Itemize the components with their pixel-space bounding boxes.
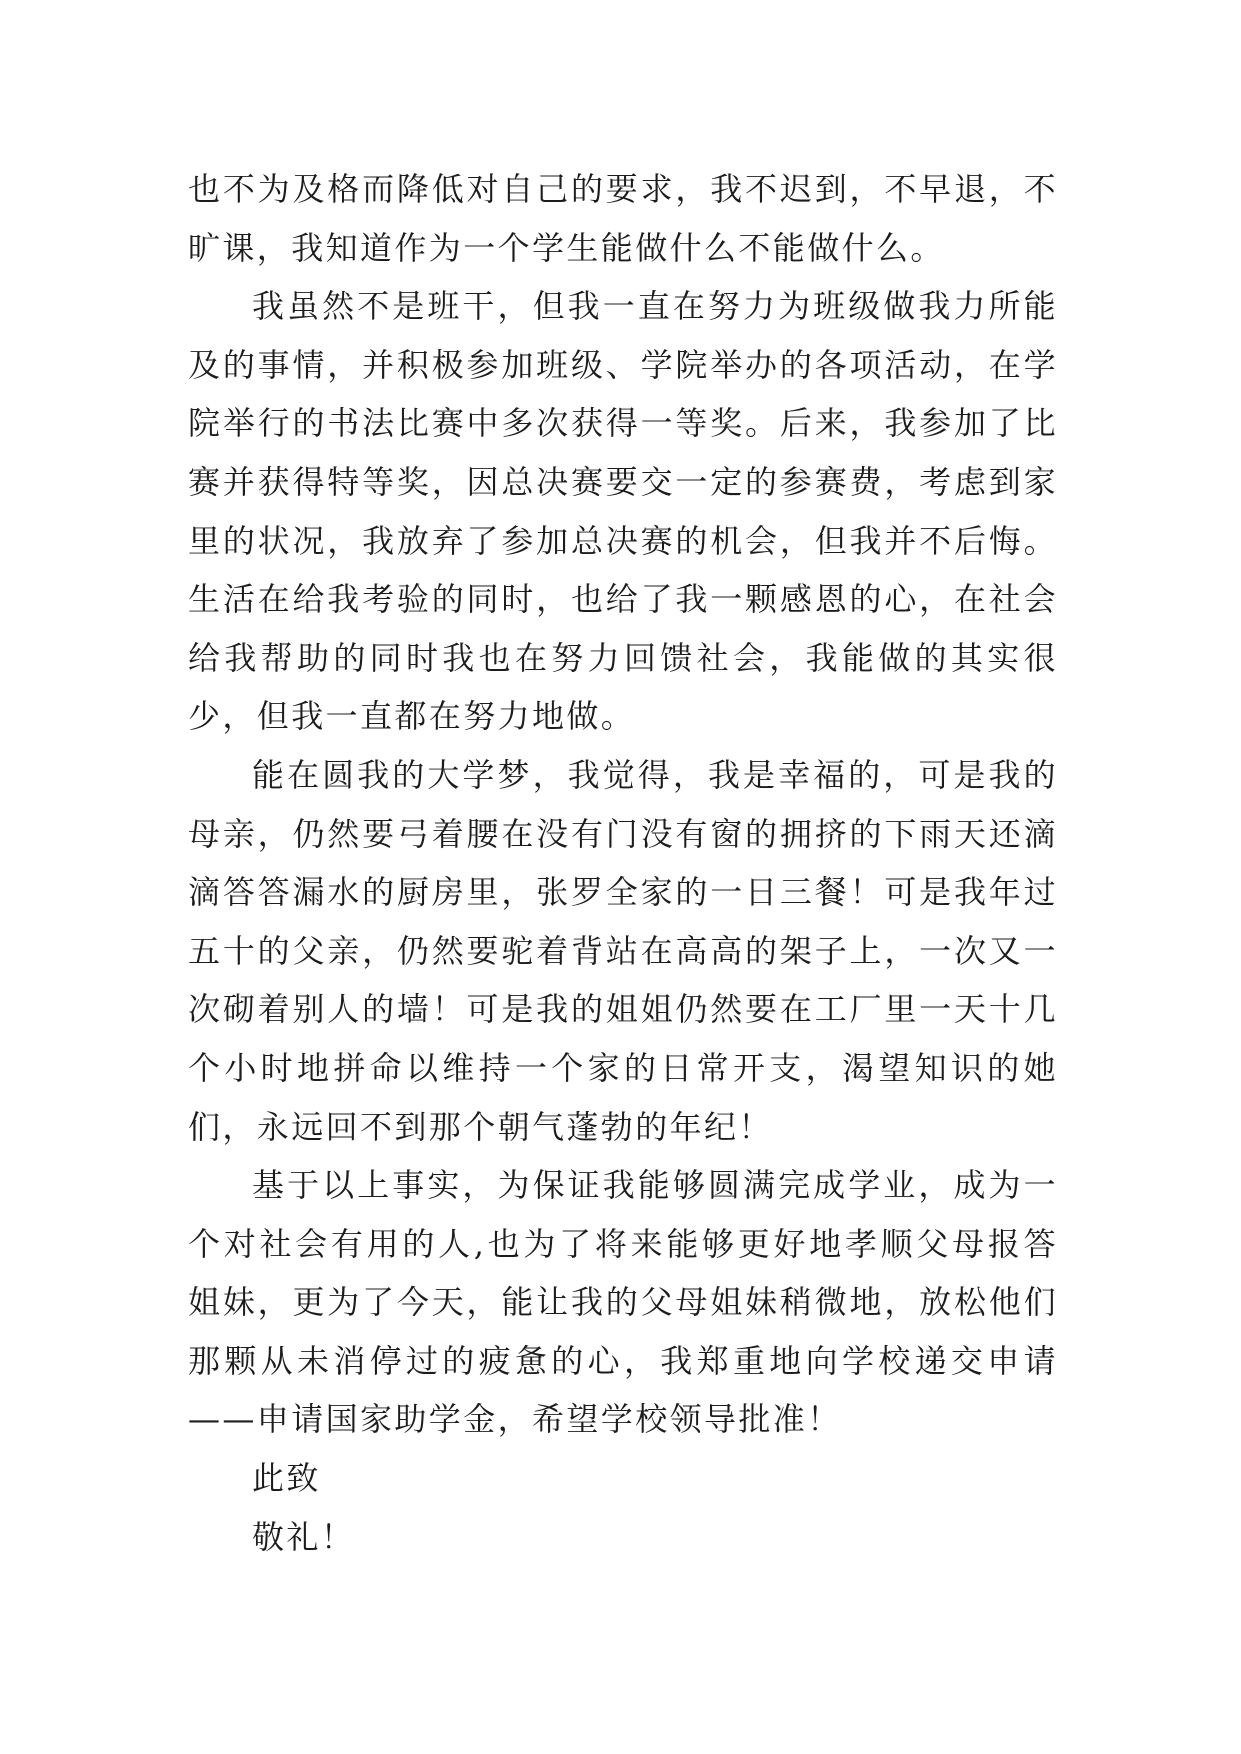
closing-salutation: 此致 <box>252 1459 321 1498</box>
paragraph-family-situation: 能在圆我的大学梦，我觉得，我是幸福的，可是我的母亲，仍然要弓着腰在没有门没有窗的拥挤的下雨天还滴滴答答漏水的厨房里，张罗全家的一日三餐！可是我年过五十的父亲，仍然要驼着背站在高高的架子上，一次又一次砌着别人的墙！可是我的姐姐仍然要在工厂里一天十几个小时地拼命以维持一个家的日常开支，渴望知识的她们，永远回不到那个朝气蓬勃的年纪！ <box>188 755 1058 1146</box>
paragraph-continuation: 也不为及格而降低对自己的要求，我不迟到，不早退，不旷课，我知道作为一个学生能做什么不能做什么。 <box>188 170 1058 267</box>
letter-body <box>188 160 1058 1566</box>
paragraph-class-activities: 我虽然不是班干，但我一直在努力为班级做我力所能及的事情，并积极参加班级、学院举办的各项活动，在学院举行的书法比赛中多次获得一等奖。后来，我参加了比赛并获得特等奖，因总决赛要交一定的参赛费，考虑到家里的状况，我放弃了参加总决赛的机会，但我并不后悔。生活在给我考验的同时，也给了我一颗感恩的心，在社会给我帮助的同时我也在努力回馈社会，我能做的其实很少，但我一直都在努力地做。 <box>188 287 1058 736</box>
closing-regards: 敬礼！ <box>252 1517 356 1556</box>
paragraph-application-request: 基于以上事实，为保证我能够圆满完成学业，成为一个对社会有用的人,也为了将来能够更好地孝顺父母报答姐妹，更为了今天，能让我的父母姐妹稍微地，放松他们那颗从未消停过的疲惫的心，我郑重地向学校递交申请——申请国家助学金，希望学校领导批准！ <box>188 1166 1058 1439</box>
